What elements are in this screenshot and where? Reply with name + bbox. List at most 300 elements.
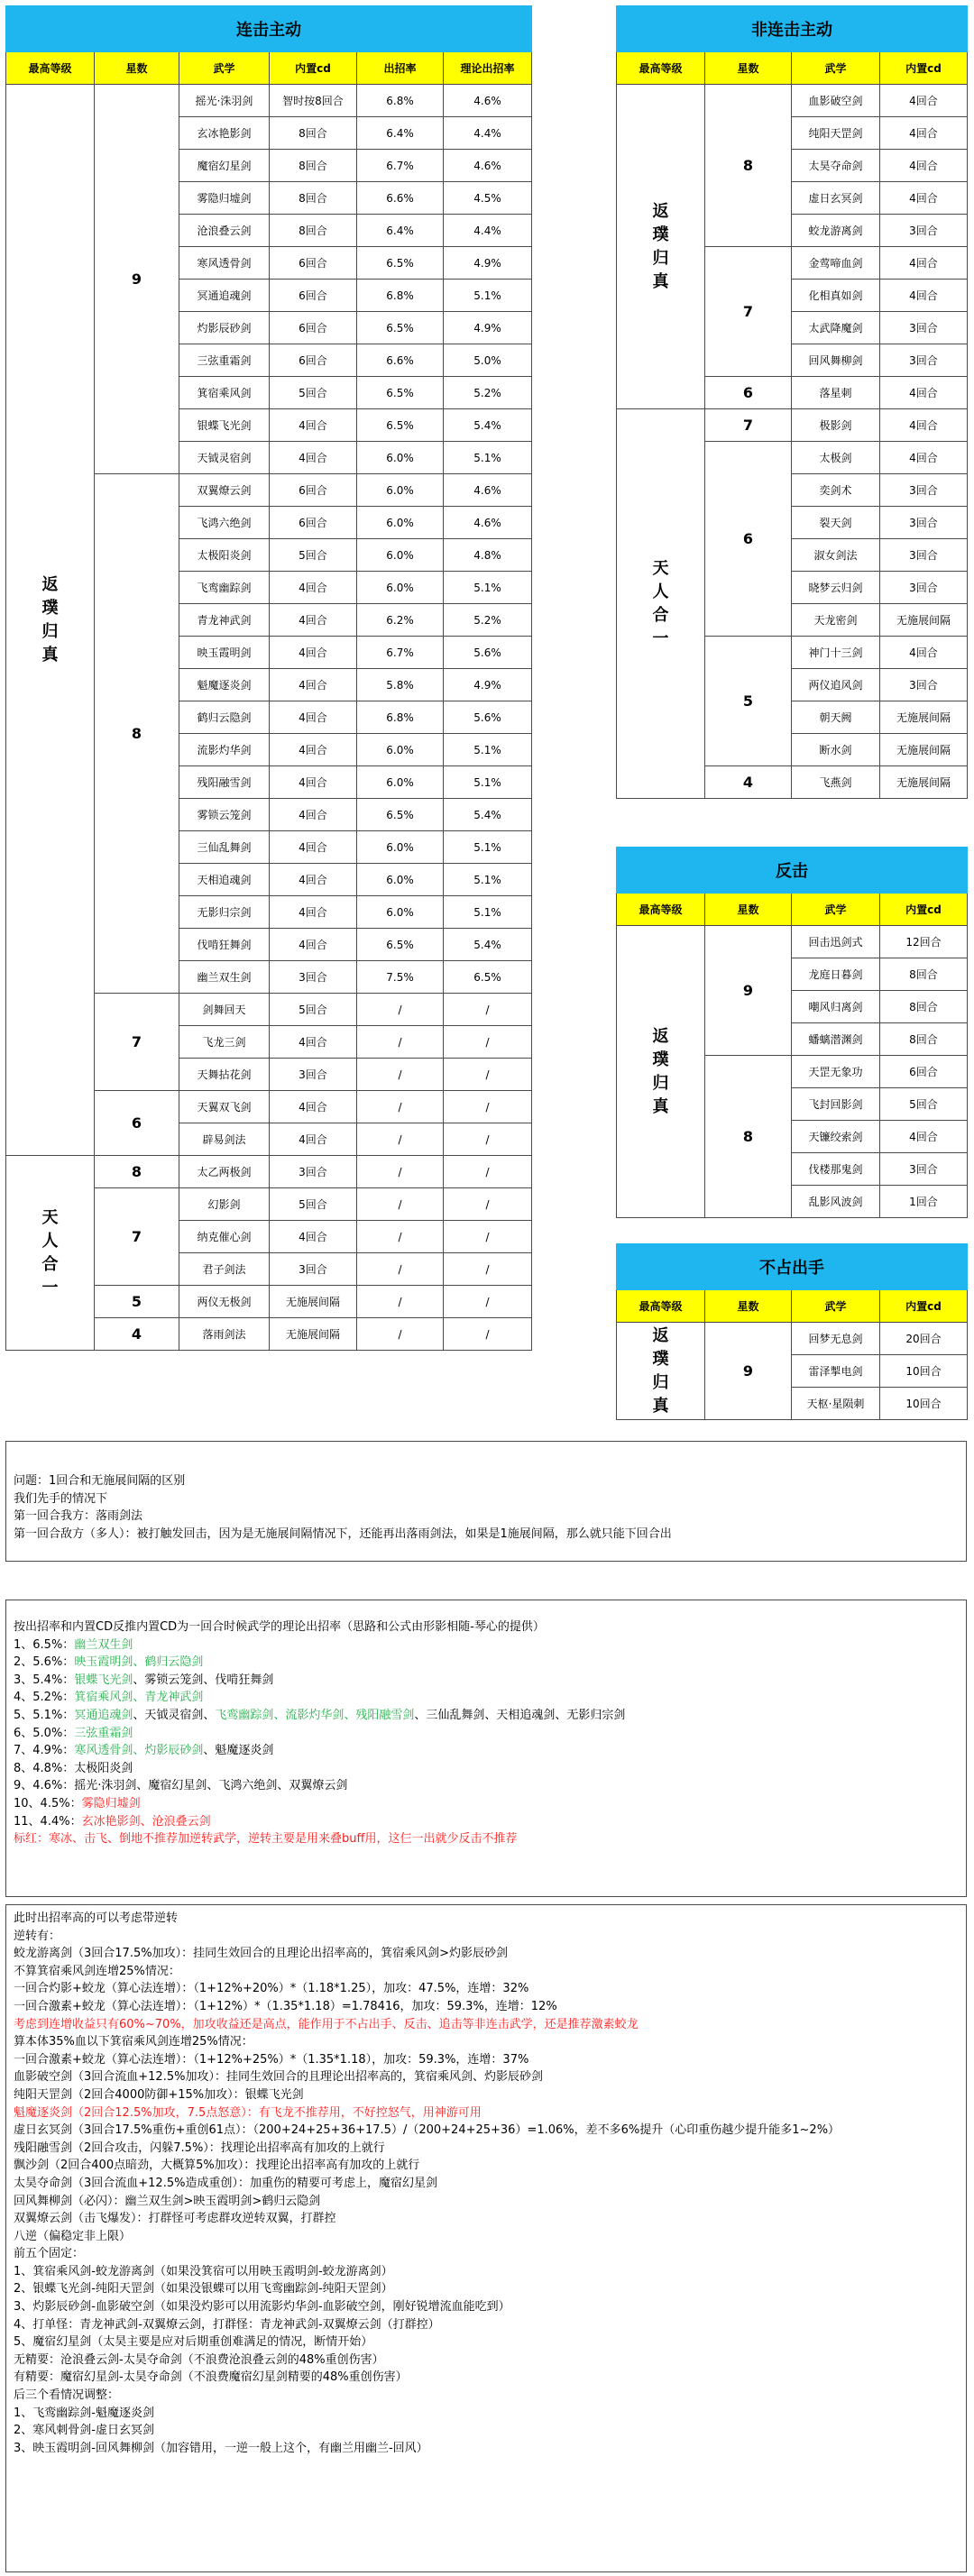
note-text: 无精要：沧浪叠云剑-太昊夺命剑（不浪费沧浪叠云剑的48%重创伤害） (14, 2352, 384, 2367)
note-text: 3、映玉霞明剑-回风舞柳剑（加容错用，一逆一般上这个，有幽兰用幽兰-回风） (14, 2441, 428, 2455)
skill-name: 冥通追魂剑 (179, 280, 270, 312)
note-text: 双翼燎云剑（击飞爆发）：打群怪可考虑群攻逆转双翼，打群控 (14, 2212, 336, 2226)
skill-name: 箕宿乘风剑 (179, 377, 270, 409)
trigger-rate: 6.5% (357, 312, 444, 344)
note-line (14, 2333, 959, 2351)
star-cell: 8 (95, 474, 179, 994)
note-line (14, 2387, 959, 2405)
note-text: 考虑到连增收益只有60%~70%，加攻收益还是高点，能作用于不占出手、反击、追击等非连击武学，还是推荐激素蛟龙 (14, 2017, 639, 2031)
cooldown: 无施展间隔 (880, 734, 968, 766)
cooldown: 4回合 (270, 1026, 357, 1059)
skill-name: 青龙神武剑 (179, 604, 270, 637)
note-line (14, 1910, 959, 1928)
skill-name: 太乙两极剑 (179, 1156, 270, 1188)
trigger-rate: / (357, 1318, 444, 1351)
note-line (14, 2193, 959, 2211)
theoretical-rate: 4.8% (444, 539, 532, 572)
skill-name: 魔宿幻星剑 (179, 150, 270, 182)
cooldown: 4回合 (270, 799, 357, 831)
table-title: 不占出手 (617, 1244, 968, 1290)
cooldown: 4回合 (270, 1221, 357, 1253)
cooldown: 无施展间隔 (880, 604, 968, 637)
star-cell: 8 (705, 1056, 792, 1218)
column-header: 内置cd (880, 52, 968, 85)
skill-name: 天相追魂剑 (179, 864, 270, 896)
cooldown: 4回合 (270, 701, 357, 734)
trigger-rate: 6.5% (357, 247, 444, 280)
note-text: 逆转有： (14, 1929, 61, 1943)
note-text: 飞鸾幽踪剑、流影灼华剑、残阳融雪剑 (215, 1708, 415, 1722)
skill-name: 乱影风波剑 (792, 1186, 880, 1218)
trigger-rate: 6.7% (357, 150, 444, 182)
cooldown: 3回合 (880, 312, 968, 344)
trigger-rate: / (357, 1059, 444, 1091)
skill-name: 金莺啼血剑 (792, 247, 880, 280)
note-text: 按出招率和内置CD反推内置CD为一回合时候武学的理论出招率（思路和公式由形影相随-琴心的提供） (14, 1620, 545, 1634)
skill-name: 天罡无象功 (792, 1056, 880, 1088)
skill-name: 纯阳天罡剑 (792, 117, 880, 150)
note-line (14, 1472, 959, 1490)
theoretical-rate: 4.9% (444, 669, 532, 701)
cooldown: 4回合 (270, 572, 357, 604)
trigger-rate: / (357, 994, 444, 1026)
note-text: 标红：寒冰、击飞、倒地不推荐加逆转武学，逆转主要是用来叠buff用，这仨一出就少反击不推荐 (14, 1832, 518, 1847)
note-line (14, 1636, 959, 1655)
skill-name: 天镰绞索剑 (792, 1121, 880, 1153)
column-header: 武学 (179, 52, 270, 85)
skill-name: 朝天阙 (792, 701, 880, 734)
cooldown: 4回合 (880, 280, 968, 312)
note-text: 4、打单怪：青龙神武剑-双翼燎云剑，打群怪：青龙神武剑-双翼燎云剑（打群控） (14, 2317, 440, 2332)
note-line (14, 2140, 959, 2158)
star-cell: 6 (95, 1091, 179, 1156)
note-text: 1、飞鸾幽踪剑-魁魔逐炎剑 (14, 2406, 154, 2420)
star-cell: 4 (705, 766, 792, 799)
trigger-rate: 6.4% (357, 117, 444, 150)
note-line (14, 2280, 959, 2298)
note-text: 我们先手的情况下 (14, 1491, 108, 1506)
skill-name: 辟易剑法 (179, 1123, 270, 1156)
cooldown: 4回合 (270, 1123, 357, 1156)
note-text: 、魁魔逐炎剑 (203, 1744, 274, 1758)
theoretical-rate: 5.4% (444, 929, 532, 961)
note-text: 5、魔宿幻星剑（太昊主要是应对后期重创难满足的情况，断情开始） (14, 2335, 373, 2350)
note-text: 飘沙剑（2回合400点暗劲，大概算5%加攻）：找理论出招率高有加攻的上就行 (14, 2159, 420, 2173)
table-row (617, 409, 968, 442)
star-cell: 7 (705, 247, 792, 377)
skill-name: 幽兰双生剑 (179, 961, 270, 994)
cooldown: 3回合 (880, 1153, 968, 1186)
cooldown: 4回合 (270, 604, 357, 637)
theoretical-rate: 6.5% (444, 961, 532, 994)
theoretical-rate: 5.6% (444, 637, 532, 669)
note-text: 2、银蝶飞光剑-纯阳天罡剑（如果没银蝶可以用飞鸾幽踪剑-纯阳天罡剑） (14, 2282, 393, 2296)
theoretical-rate: 4.5% (444, 182, 532, 215)
cooldown: 3回合 (880, 572, 968, 604)
table-title: 非连击主动 (617, 6, 968, 52)
cooldown: 3回合 (880, 215, 968, 247)
skill-name: 映玉霞明剑 (179, 637, 270, 669)
cooldown: 20回合 (880, 1323, 968, 1355)
note-text: 5、5.1%： (14, 1708, 75, 1722)
skill-name: 灼影辰砂剑 (179, 312, 270, 344)
combo-active-table (5, 5, 532, 1351)
star-cell: 7 (95, 1188, 179, 1286)
note-line (14, 2351, 959, 2370)
note-text: 银蝶飞光剑 (74, 1673, 133, 1687)
trigger-rate: 6.0% (357, 539, 444, 572)
note-text: 血影破空剑（3回合流血+12.5%加攻）：挂同生效回合的且理论出招率高的，箕宿乘风剑、灼影辰砂剑 (14, 2070, 543, 2085)
skill-name: 太武降魔剑 (792, 312, 880, 344)
trigger-rate: 6.0% (357, 572, 444, 604)
note-line (14, 1777, 959, 1795)
note-text: 4、5.2%： (14, 1691, 75, 1705)
trigger-rate: 6.0% (357, 766, 444, 799)
note-text: 3、灼影辰砂剑-血影破空剑（如果没灼影可以用流影灼华剑-血影破空剑，刚好锐增流血能吃到） (14, 2300, 510, 2315)
grade-cell: 返 璞 归 真 (617, 85, 705, 409)
star-cell: 9 (705, 1323, 792, 1420)
cooldown: 8回合 (270, 215, 357, 247)
skill-name: 残阳融雪剑 (179, 766, 270, 799)
trigger-rate: 7.5% (357, 961, 444, 994)
note-text: 蛟龙游离剑（3回合17.5%加攻）：挂同生效回合的且理论出招率高的，箕宿乘风剑>灼影辰砂剑 (14, 1947, 508, 1961)
cooldown: 6回合 (270, 474, 357, 507)
note-text: 11、4.4%： (14, 1814, 82, 1829)
theoretical-rate: 5.2% (444, 604, 532, 637)
header-row (6, 52, 532, 85)
cooldown: 无施展间隔 (880, 701, 968, 734)
note-line (14, 1928, 959, 1946)
cooldown: 5回合 (270, 539, 357, 572)
note-text: 太昊夺命剑（3回合流血+12.5%造成重创）：加重伤的精要可考虑上，魔宿幻星剑 (14, 2176, 437, 2190)
note-line (14, 1654, 959, 1672)
skill-name: 神门十三剑 (792, 637, 880, 669)
trigger-rate: / (357, 1188, 444, 1221)
skill-name: 回梦无息剑 (792, 1323, 880, 1355)
table-row (617, 926, 968, 958)
note-text: 残阳融雪剑（2回合攻击，闪躲7.5%）：找理论出招率高有加攻的上就行 (14, 2141, 385, 2155)
table-row (617, 85, 968, 117)
skill-name: 魁魔逐炎剑 (179, 669, 270, 701)
note-line (14, 2298, 959, 2316)
cooldown: 4回合 (880, 637, 968, 669)
note-line (14, 2405, 959, 2423)
table-row (6, 1156, 532, 1188)
star-cell: 5 (95, 1286, 179, 1318)
theoretical-rate: / (444, 1091, 532, 1123)
theoretical-rate: 5.1% (444, 864, 532, 896)
note-line (14, 1760, 959, 1778)
cooldown: 10回合 (880, 1355, 968, 1388)
star-cell: 8 (705, 85, 792, 247)
trigger-rate: 6.7% (357, 637, 444, 669)
skill-name: 蛟龙游离剑 (792, 215, 880, 247)
note-question (5, 1441, 967, 1562)
note-line (14, 2122, 959, 2140)
trigger-rate: / (357, 1253, 444, 1286)
skill-name: 太昊夺命剑 (792, 150, 880, 182)
cooldown: 8回合 (880, 991, 968, 1023)
theoretical-rate: / (444, 1253, 532, 1286)
cooldown: 8回合 (880, 958, 968, 991)
skill-name: 沧浪叠云剑 (179, 215, 270, 247)
counter-table (616, 847, 968, 1218)
theoretical-rate: 5.2% (444, 377, 532, 409)
note-text: 、三仙乱舞剑、天相追魂剑、无影归宗剑 (414, 1708, 626, 1722)
skill-name: 寒风透骨剑 (179, 247, 270, 280)
skill-name: 玄冰艳影剑 (179, 117, 270, 150)
theoretical-rate: 4.4% (444, 117, 532, 150)
table-title: 连击主动 (6, 6, 532, 52)
star-cell: 7 (705, 409, 792, 442)
note-line (14, 1742, 959, 1760)
cooldown: 无施展间隔 (270, 1318, 357, 1351)
note-text: 虚日玄冥剑（3回合17.5%重伤+重创61点）：（200+24+25+36+17.5）/（200+24+25+36）=1.06%，差不多6%提升（心印重伤越少提升能多1~2%） (14, 2123, 841, 2138)
cooldown: 8回合 (270, 117, 357, 150)
grade-cell: 天 人 合 一 (6, 1156, 95, 1351)
note-text: 10、4.5%： (14, 1796, 82, 1811)
star-cell: 6 (705, 377, 792, 409)
star-cell: 9 (705, 926, 792, 1056)
note-line (14, 1526, 959, 1544)
skill-name: 无影归宗剑 (179, 896, 270, 929)
skill-name: 鹤归云隐剑 (179, 701, 270, 734)
trigger-rate: 6.0% (357, 864, 444, 896)
cooldown: 3回合 (270, 1253, 357, 1286)
trigger-rate: 6.0% (357, 507, 444, 539)
note-text: 第一回合敌方（多人）：被打触发回击，因为是无施展间隔情况下，还能再出落雨剑法，如果是1施展间隔，那么就只能下回合出 (14, 1526, 672, 1541)
skill-name: 晓梦云归剑 (792, 572, 880, 604)
note-line (14, 2263, 959, 2281)
theoretical-rate: 4.9% (444, 247, 532, 280)
note-text: 、雾锁云笼剑、伐啃狂舞剑 (133, 1673, 274, 1687)
column-header: 星数 (705, 1290, 792, 1323)
theoretical-rate: / (444, 994, 532, 1026)
note-text: 映玉霞明剑、鹤归云隐剑 (74, 1655, 204, 1670)
cooldown: 4回合 (270, 1091, 357, 1123)
theoretical-rate: / (444, 1286, 532, 1318)
note-line (14, 2033, 959, 2051)
skill-name: 太极阳炎剑 (179, 539, 270, 572)
cooldown: 3回合 (880, 669, 968, 701)
cooldown: 3回合 (270, 1156, 357, 1188)
note-text: 前五个固定： (14, 2247, 85, 2261)
cooldown: 4回合 (880, 442, 968, 474)
star-cell: 9 (95, 85, 179, 474)
skill-name: 淑女剑法 (792, 539, 880, 572)
skill-name: 三弦重霜剑 (179, 344, 270, 377)
note-text: 8、4.8%：太极阳炎剑 (14, 1761, 133, 1775)
cooldown: 10回合 (880, 1388, 968, 1420)
skill-name: 剑舞回天 (179, 994, 270, 1026)
trigger-rate: 6.0% (357, 442, 444, 474)
theoretical-rate: 5.1% (444, 896, 532, 929)
note-text: 有精要：魔宿幻星剑-太昊夺命剑（不浪费魔宿幻星剑精要的48%重创伤害） (14, 2370, 408, 2385)
theoretical-rate: 4.6% (444, 474, 532, 507)
skill-name: 两仪追风剑 (792, 669, 880, 701)
note-text: 八逆（偏稳定非上限） (14, 2229, 132, 2243)
trigger-rate: 6.0% (357, 896, 444, 929)
skill-name: 流影灼华剑 (179, 734, 270, 766)
theoretical-rate: 5.1% (444, 572, 532, 604)
column-header: 最高等级 (617, 52, 705, 85)
skill-name: 纳克催心剑 (179, 1221, 270, 1253)
column-header: 武学 (792, 894, 880, 926)
note-text: 此时出招率高的可以考虑带逆转 (14, 1911, 179, 1925)
note-text: 后三个看情况调整： (14, 2388, 120, 2403)
note-line (14, 2104, 959, 2122)
cooldown: 8回合 (880, 1023, 968, 1056)
trigger-rate: 6.8% (357, 85, 444, 117)
skill-name: 雾锁云笼剑 (179, 799, 270, 831)
skill-name: 嘲风归离剑 (792, 991, 880, 1023)
trigger-rate: 6.2% (357, 604, 444, 637)
note-text: 9、4.6%：摇光·洙羽剑、魔宿幻星剑、飞鸿六绝剑、双翼燎云剑 (14, 1779, 348, 1793)
note-text: 1、箕宿乘风剑-蛟龙游离剑（如果没箕宿可以用映玉霞明剑-蛟龙游离剑） (14, 2264, 393, 2278)
cooldown: 3回合 (270, 1059, 357, 1091)
skill-name: 飞鸾幽踪剑 (179, 572, 270, 604)
theoretical-rate: / (444, 1059, 532, 1091)
note-text: 回风舞柳剑（必闪）：幽兰双生剑>映玉霞明剑>鹤归云隐剑 (14, 2194, 321, 2208)
note-text: 、天钺灵宿剑、 (133, 1708, 216, 1722)
theoretical-rate: / (444, 1156, 532, 1188)
note-text: 问题：1回合和无施展间隔的区别 (14, 1474, 186, 1488)
note-line (14, 1725, 959, 1743)
trigger-rate: 6.8% (357, 280, 444, 312)
column-header: 内置cd (880, 1290, 968, 1323)
cooldown: 4回合 (270, 637, 357, 669)
column-header: 内置cd (270, 52, 357, 85)
star-cell: 5 (705, 637, 792, 766)
skill-name: 极影剑 (792, 409, 880, 442)
note-line (14, 1813, 959, 1831)
theoretical-rate: 5.1% (444, 280, 532, 312)
grade-cell: 返 璞 归 真 (6, 85, 95, 1156)
header-row (617, 52, 968, 85)
cooldown: 4回合 (880, 150, 968, 182)
note-line (14, 1795, 959, 1813)
theoretical-rate: 4.4% (444, 215, 532, 247)
cooldown: 无施展间隔 (270, 1286, 357, 1318)
trigger-rate: / (357, 1026, 444, 1059)
skill-name: 天龙密剑 (792, 604, 880, 637)
note-line (14, 2316, 959, 2334)
skill-name: 雷泽掣电剑 (792, 1355, 880, 1388)
skill-name: 伐啃狂舞剑 (179, 929, 270, 961)
cooldown: 6回合 (270, 312, 357, 344)
trigger-rate: 6.6% (357, 344, 444, 377)
cooldown: 4回合 (270, 409, 357, 442)
skill-name: 太极剑 (792, 442, 880, 474)
skill-name: 蟠螭潜渊剑 (792, 1023, 880, 1056)
cooldown: 4回合 (880, 182, 968, 215)
theoretical-rate: / (444, 1318, 532, 1351)
theoretical-rate: / (444, 1026, 532, 1059)
cooldown: 4回合 (270, 896, 357, 929)
trigger-rate: / (357, 1091, 444, 1123)
cooldown: 3回合 (270, 961, 357, 994)
skill-name: 两仪无极剑 (179, 1286, 270, 1318)
trigger-rate: 6.4% (357, 215, 444, 247)
note-text: 算本体35%血以下箕宿乘风剑连增25%情况： (14, 2035, 253, 2049)
trigger-rate: 6.0% (357, 474, 444, 507)
cooldown: 4回合 (880, 117, 968, 150)
cooldown: 4回合 (270, 929, 357, 961)
note-text: 3、5.4%： (14, 1673, 75, 1687)
note-text: 三弦重霜剑 (74, 1726, 133, 1740)
column-header: 理论出招率 (444, 52, 532, 85)
note-line (14, 1945, 959, 1963)
note-line (14, 1998, 959, 2016)
cooldown: 6回合 (270, 280, 357, 312)
cooldown: 1回合 (880, 1186, 968, 1218)
skill-name: 龙庭日暮剑 (792, 958, 880, 991)
trigger-rate: / (357, 1286, 444, 1318)
cooldown: 3回合 (880, 344, 968, 377)
skill-name: 飞封回影剑 (792, 1088, 880, 1121)
note-line (14, 2369, 959, 2387)
note-text: 7、4.9%： (14, 1744, 75, 1758)
column-header: 内置cd (880, 894, 968, 926)
note-text: 纯阳天罡剑（2回合4000防御+15%加攻）：银蝶飞光剑 (14, 2087, 304, 2102)
note-text: 雾隐归墟剑 (81, 1796, 141, 1811)
skill-name: 幻影剑 (179, 1188, 270, 1221)
grade-cell: 天 人 合 一 (617, 409, 705, 799)
note-line (14, 1707, 959, 1725)
header-row (617, 1290, 968, 1323)
skill-name: 天舞拈花剑 (179, 1059, 270, 1091)
trigger-rate: 6.5% (357, 377, 444, 409)
note-text: 寒风透骨剑、灼影辰砂剑 (74, 1744, 204, 1758)
theoretical-rate: 4.9% (444, 312, 532, 344)
star-cell: 7 (95, 994, 179, 1091)
theoretical-rate: 5.6% (444, 701, 532, 734)
note-text: 一回合激素+蛟龙（算心法连增）：（1+12%+25%）*（1.35*1.18），加攻：59.3%，连增：37% (14, 2052, 529, 2067)
theoretical-rate: 5.1% (444, 734, 532, 766)
cooldown: 4回合 (880, 247, 968, 280)
theoretical-rate: 4.6% (444, 85, 532, 117)
skill-name: 天钺灵宿剑 (179, 442, 270, 474)
theoretical-rate: 5.0% (444, 344, 532, 377)
cooldown: 6回合 (270, 507, 357, 539)
note-line (14, 2440, 959, 2458)
table-title: 反击 (617, 848, 968, 894)
trigger-rate: 6.0% (357, 734, 444, 766)
star-cell: 8 (95, 1156, 179, 1188)
star-cell: 6 (705, 442, 792, 637)
note-text: 一回合灼影+蛟龙（算心法连增）：（1+12%+20%）*（1.18*1.25），加攻：47.5%，连增：32% (14, 1982, 529, 1996)
skill-name: 落雨剑法 (179, 1318, 270, 1351)
table-row (617, 1323, 968, 1355)
cooldown: 4回合 (270, 734, 357, 766)
cooldown: 3回合 (880, 507, 968, 539)
theoretical-rate: 5.1% (444, 831, 532, 864)
note-text: 第一回合我方：落雨剑法 (14, 1509, 143, 1524)
note-line (14, 2051, 959, 2069)
theoretical-rate: 5.1% (444, 442, 532, 474)
skill-name: 回风舞柳剑 (792, 344, 880, 377)
column-header: 星数 (95, 52, 179, 85)
skill-name: 伐楼那鬼剑 (792, 1153, 880, 1186)
skill-name: 君子剑法 (179, 1253, 270, 1286)
cooldown: 3回合 (880, 474, 968, 507)
theoretical-rate: / (444, 1123, 532, 1156)
note-line (14, 2228, 959, 2246)
cooldown: 4回合 (270, 442, 357, 474)
note-text: 幽兰双生剑 (74, 1637, 133, 1652)
skill-name: 裂天剑 (792, 507, 880, 539)
skill-name: 断水剑 (792, 734, 880, 766)
